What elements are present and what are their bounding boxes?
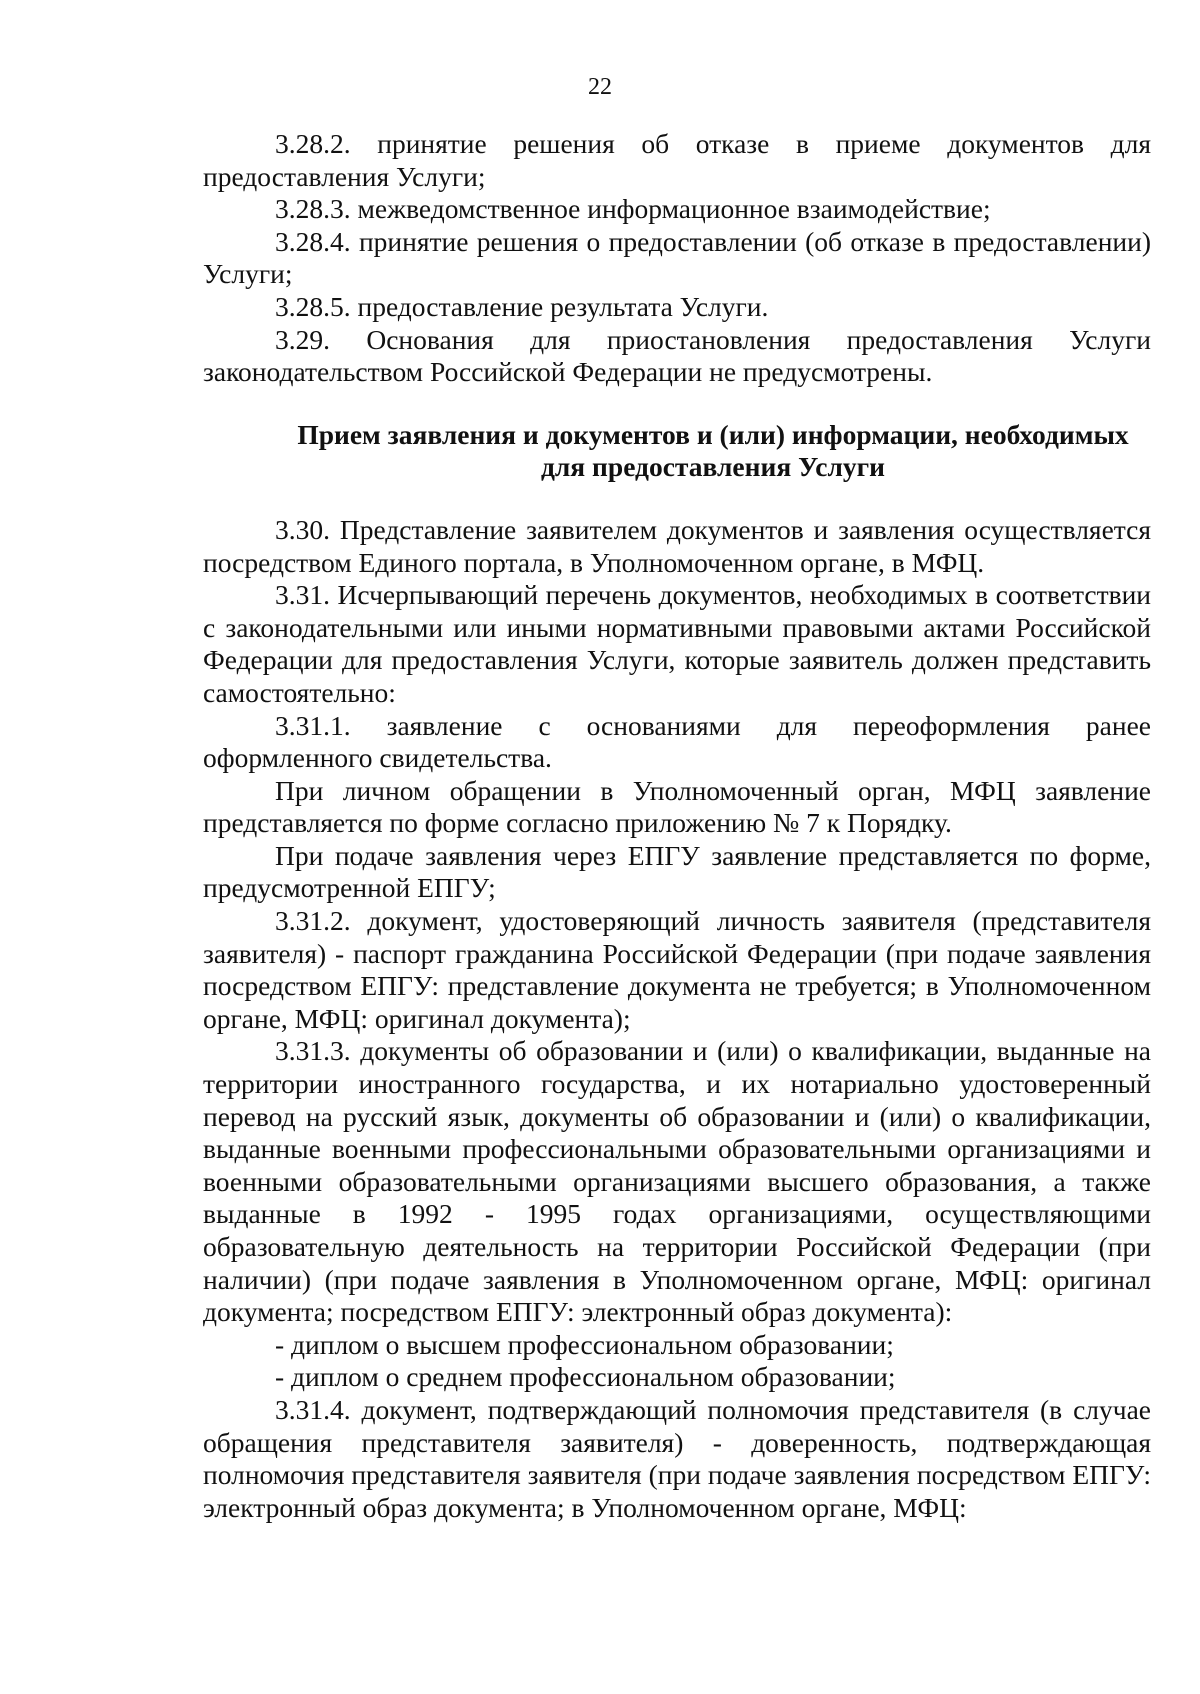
section-heading: Прием заявления и документов и (или) информации, необходимых для предоставления Услуги [297,418,1129,483]
paragraph-3-29: 3.29. Основания для приостановления предоставления Услуги законодательством Российской Федерации не предусмотрены. [203,323,1151,388]
paragraph-3-28-4: 3.28.4. принятие решения о предоставлении (об отказе в предоставлении) Услуги; [203,225,1151,290]
paragraph-3-31-3: 3.31.3. документы об образовании и (или) о квалификации, выданные на территории иностранного государства, и их нотариально удостоверенный перевод на русский язык, документы об образовании и (или) о квалификации, выданные военными профессиональными образовательными организациями и военными образовательными организациями высшего образования, а также выданные в 1992 - 1995 годах организациями, осуществляющими образовательную деятельность на территории Российской Федерации (при наличии) (при подаче заявления в Уполномоченном органе, МФЦ: оригинал документа; посредством ЕПГУ: электронный образ документа): [203,1035,1151,1328]
paragraph-epgu-request: При подаче заявления через ЕПГУ заявление представляется по форме, предусмотренной ЕПГУ; [203,839,1151,904]
document-body [203,128,1151,1524]
list-item-higher-education-diploma: - диплом о высшем профессиональном образовании; [275,1328,894,1360]
paragraph-3-31-2: 3.31.2. документ, удостоверяющий личность заявителя (представителя заявителя) - паспорт гражданина Российской Федерации (при подаче заявления посредством ЕПГУ: представление документа не требуется; в Уполномоченном органе, МФЦ: оригинал документа); [203,905,1151,1034]
paragraph-3-28-5: 3.28.5. предоставление результата Услуги. [275,290,769,322]
paragraph-3-28-3: 3.28.3. межведомственное информационное взаимодействие; [275,193,991,225]
paragraph-3-30: 3.30. Представление заявителем документов и заявления осуществляется посредством Единого портала, в Уполномоченном органе, в МФЦ. [203,513,1151,578]
paragraph-3-31: 3.31. Исчерпывающий перечень документов, необходимых в соответствии с законодательными или иными нормативными правовыми актами Российской Федерации для предоставления Услуги, которые заявитель должен представить самостоятельно: [203,579,1151,708]
paragraph-personal-request: При личном обращении в Уполномоченный орган, МФЦ заявление представляется по форме согласно приложению № 7 к Порядку. [203,774,1151,839]
paragraph-3-28-2: 3.28.2. принятие решения об отказе в приеме документов для предоставления Услуги; [203,128,1151,192]
list-item-secondary-education-diploma: - диплом о среднем профессиональном образовании; [275,1361,896,1393]
page-number: 22 [588,74,612,100]
paragraph-3-31-1: 3.31.1. заявление с основаниями для переоформления ранее оформленного свидетельства. [203,709,1151,774]
paragraph-3-31-4: 3.31.4. документ, подтверждающий полномочия представителя (в случае обращения представителя заявителя) - доверенность, подтверждающая полномочия представителя заявителя (при подаче заявления посредством ЕПГУ: электронный образ документа; в Уполномоченном органе, МФЦ: [203,1393,1151,1523]
